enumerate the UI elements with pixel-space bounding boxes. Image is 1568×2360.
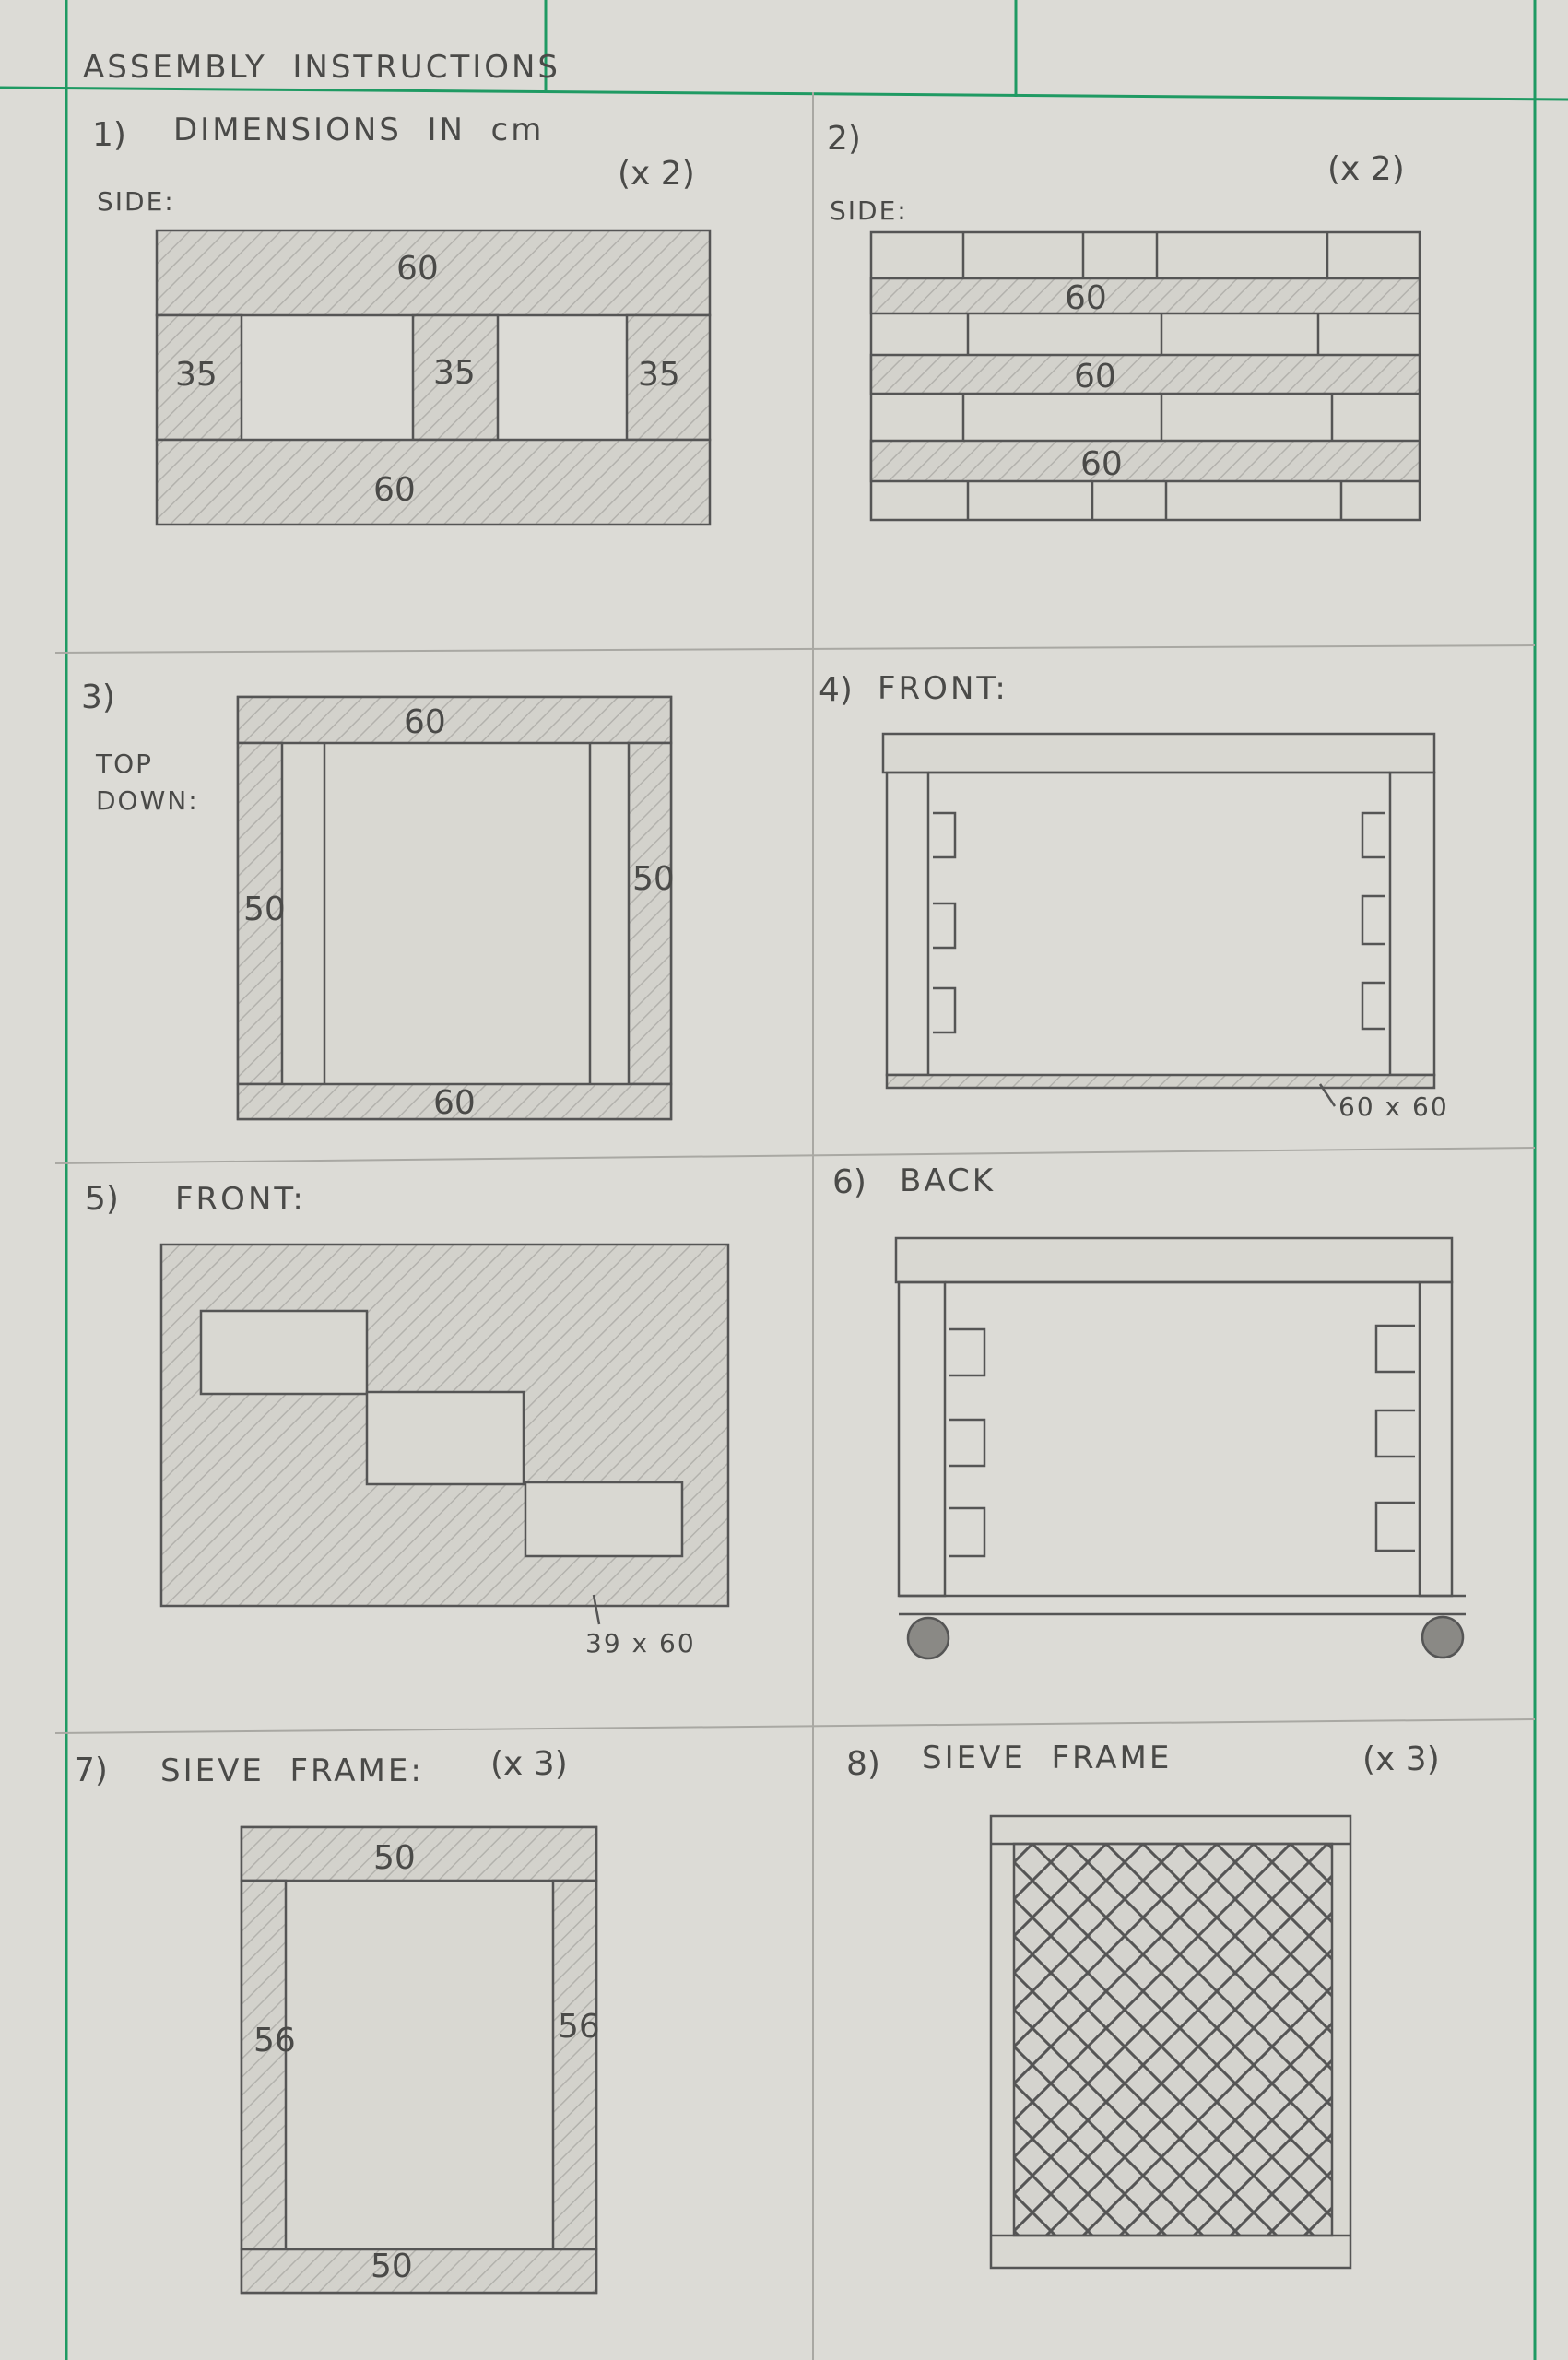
- step7-diagram: [242, 1827, 596, 2293]
- step6-number: 6): [832, 1163, 867, 1201]
- step5-callout: 39 x 60: [585, 1628, 696, 1658]
- step1-number: 1): [92, 116, 126, 154]
- step7-dim-top: 50: [373, 1839, 416, 1877]
- step2-diagram: [871, 232, 1420, 520]
- step7-dim-right: 56: [558, 2008, 600, 2046]
- step3-dim-top: 60: [404, 703, 446, 741]
- step6-heading: BACK: [900, 1162, 996, 1199]
- step2-number: 2): [827, 120, 861, 158]
- step3-dim-bottom: 60: [433, 1084, 476, 1122]
- step5-heading: FRONT:: [175, 1181, 306, 1218]
- step8-diagram: [991, 1816, 1350, 2268]
- step2-dim-upper: 60: [1065, 279, 1107, 317]
- step5-number: 5): [85, 1180, 119, 1218]
- step3-dim-right: 50: [632, 860, 675, 898]
- step4-diagram: [883, 734, 1434, 1106]
- step1-dim-top: 60: [396, 250, 439, 288]
- step7-dim-left: 56: [253, 2022, 296, 2059]
- step8-number: 8): [846, 1745, 880, 1783]
- step3-view-line1: TOP: [96, 749, 154, 779]
- step3-diagram: [238, 697, 671, 1119]
- step7-quantity: (x 3): [490, 1745, 568, 1783]
- step3-view-line2: DOWN:: [96, 785, 199, 816]
- step7-dim-bottom: 50: [371, 2248, 413, 2285]
- step1-dim-middle: 35: [433, 354, 476, 392]
- step1-dim-bottom: 60: [373, 471, 416, 509]
- step2-dim-middle: 60: [1074, 358, 1116, 395]
- step8-heading: SIEVE FRAME: [922, 1740, 1173, 1776]
- step1-heading: DIMENSIONS IN cm: [173, 112, 545, 148]
- step2-quantity: (x 2): [1327, 150, 1405, 188]
- step4-callout: 60 x 60: [1338, 1092, 1449, 1122]
- step7-heading: SIEVE FRAME:: [160, 1752, 424, 1789]
- step2-view: SIDE:: [830, 195, 908, 226]
- page-title: ASSEMBLY INSTRUCTIONS: [83, 49, 561, 86]
- step3-dim-left: 50: [243, 891, 286, 928]
- step5-diagram: [161, 1245, 728, 1624]
- step2-dim-lower: 60: [1080, 445, 1123, 483]
- step1-view: SIDE:: [97, 186, 175, 217]
- step3-number: 3): [81, 678, 115, 716]
- step1-dim-left: 35: [175, 356, 218, 394]
- step4-heading: FRONT:: [878, 670, 1008, 707]
- step7-number: 7): [74, 1752, 108, 1789]
- step1-quantity: (x 2): [618, 155, 695, 193]
- step1-dim-right: 35: [638, 356, 680, 394]
- step6-diagram: [896, 1238, 1466, 1658]
- step4-number: 4): [819, 671, 853, 709]
- step8-quantity: (x 3): [1362, 1740, 1440, 1778]
